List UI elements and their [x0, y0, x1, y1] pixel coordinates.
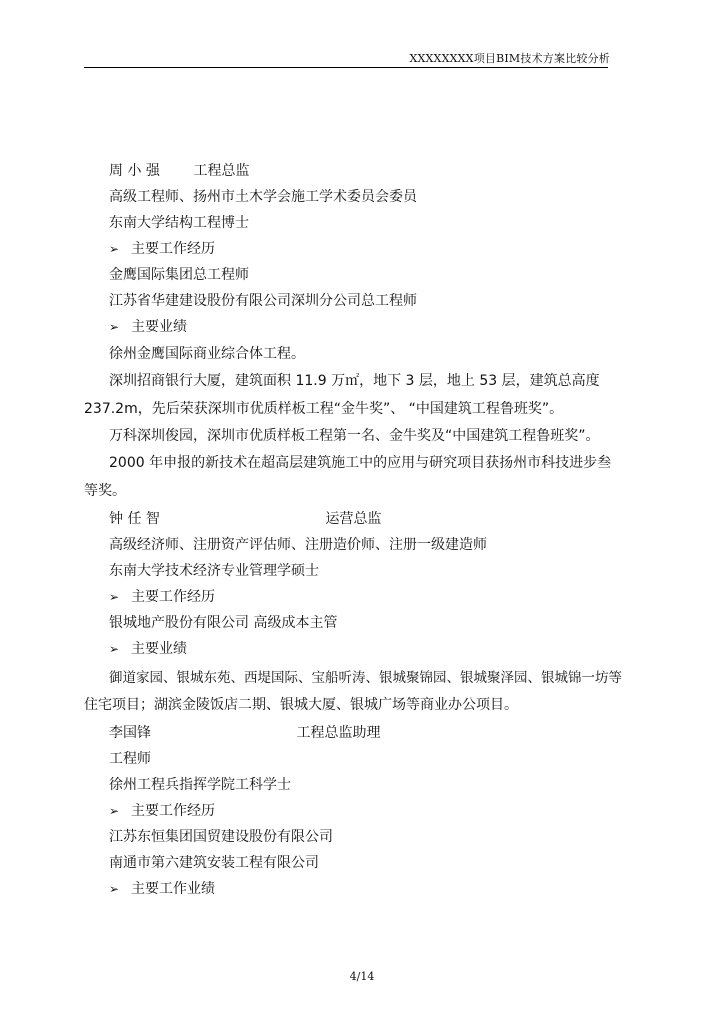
experience-item: 南通市第六建筑安装工程有限公司: [109, 855, 319, 871]
achievement-item: 等奖。: [84, 483, 126, 499]
section-heading: ➢ 主要业绩: [109, 641, 187, 657]
section-heading: ➢ 主要工作业绩: [109, 881, 215, 897]
person-role: 工程总监助理: [296, 725, 381, 741]
experience-item: 江苏东恒集团国贸建设股份有限公司: [109, 829, 333, 845]
achievement-item: 住宅项目；湖滨金陵饭店二期、银城大厦、银城广场等商业办公项目。: [84, 697, 518, 713]
arrow-bullet-icon: ➢: [109, 642, 120, 656]
section-heading: ➢ 主要业绩: [109, 319, 187, 335]
person-degree: 徐州工程兵指挥学院工科学士: [109, 777, 291, 793]
achievement-item: 2000 年申报的新技术在超高层建筑施工中的应用与研究项目获扬州市科技进步叁: [109, 455, 612, 471]
experience-item: 银城地产股份有限公司 高级成本主管: [109, 615, 338, 631]
header-divider: [84, 67, 608, 68]
page-number: 4/14: [349, 970, 375, 983]
person-2-heading: [109, 508, 381, 528]
person-role: 工程总监: [193, 163, 250, 179]
person-titles: 高级工程师、扬州市土木学会施工学术委员会委员: [109, 189, 417, 205]
experience-item: 江苏省华建建设股份有限公司深圳分公司总工程师: [109, 293, 417, 309]
person-titles: 高级经济师、注册资产评估师、注册造价师、注册一级建造师: [109, 537, 487, 553]
arrow-bullet-icon: ➢: [109, 590, 120, 604]
section-heading: ➢ 主要工作经历: [109, 589, 215, 605]
person-titles: 工程师: [109, 751, 151, 767]
arrow-bullet-icon: ➢: [109, 320, 120, 334]
section-heading: ➢ 主要工作经历: [109, 241, 215, 257]
person-name: 李国锋: [109, 725, 151, 741]
person-1-heading: [109, 160, 249, 180]
achievement-item: 237.2m，先后荣获深圳市优质样板工程“金牛奖”、 “中国建筑工程鲁班奖”。: [84, 401, 564, 417]
person-role: 运营总监: [325, 511, 382, 527]
achievement-item: 万科深圳俊园，深圳市优质样板工程第一名、金牛奖及“中国建筑工程鲁班奖”。: [109, 428, 600, 444]
person-degree: 东南大学技术经济专业管理学硕士: [109, 563, 319, 579]
achievement-item: 徐州金鹰国际商业综合体工程。: [109, 346, 305, 362]
document-header-title: XXXXXXXX项目BIM技术方案比较分析: [409, 52, 610, 65]
person-name: 钟 任 智: [109, 511, 160, 527]
arrow-bullet-icon: ➢: [109, 242, 120, 256]
section-heading: ➢ 主要工作经历: [109, 803, 215, 819]
person-degree: 东南大学结构工程博士: [109, 215, 249, 231]
arrow-bullet-icon: ➢: [109, 882, 120, 896]
achievement-item: 御道家园、银城东苑、西堤国际、宝船听涛、银城聚锦园、银城聚泽园、银城锦一坊等: [109, 670, 622, 686]
arrow-bullet-icon: ➢: [109, 804, 120, 818]
experience-item: 金鹰国际集团总工程师: [109, 267, 249, 283]
achievement-item: 深圳招商银行大厦，建筑面积 11.9 万㎡，地下 3 层，地上 53 层，建筑总高度: [109, 373, 600, 389]
person-name: 周 小 强: [109, 163, 160, 179]
person-3-heading: [109, 722, 380, 742]
